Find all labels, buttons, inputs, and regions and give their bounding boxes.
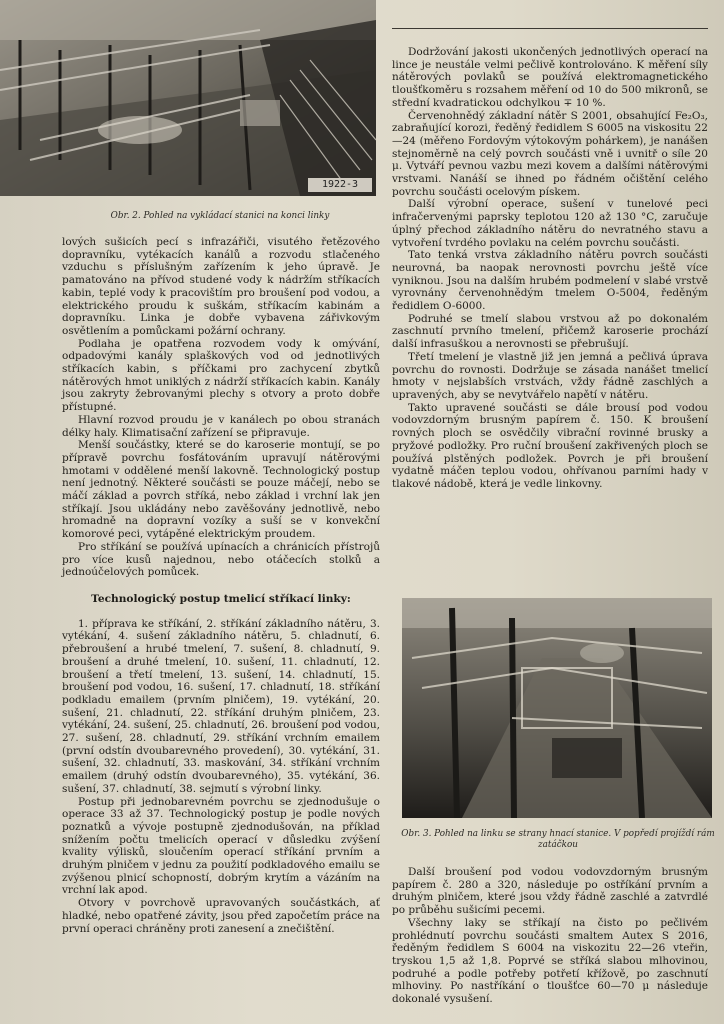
paragraph: Všechny laky se stříkají na čisto po pečlivém prohlédnutí povrchu součásti smaltem Autex S 2016, ředěným ředidlem S 6004 na viskozitu 22—26 vteřin, tryskou 1,5 až 1,8. Poprvé se stříká slabou mlhovinou, podruhé a podle potřeby potřetí křížově, po zaschnutí mlhoviny. Po nastříkání o tloušťce 60—70 μ následuje dokonalé vysušení. xyxy=(392,916,708,1006)
section-heading: Technologický postup tmelicí stříkací linky: xyxy=(91,592,351,605)
left-text-column xyxy=(62,236,380,935)
unloading-station-photo xyxy=(0,0,376,196)
paragraph: Dodržování jakosti ukončených jednotlivých operací na lince je neustále velmi pečlivě kontrolováno. K měření síly nátěrových povlaků se používá elektromagnetického tloušťkoměru s rozsahem měření od 10 do 500 mikronů, se střední kvadratickou odchylkou ∓ 10 %. xyxy=(392,46,708,109)
photo-stamp: 1922-3 xyxy=(308,178,372,192)
paragraph: Podruhé se tmelí slabou vrstvou až po dokonalém zaschnutí prvního tmelení, přičemž karoserie prochází další infrasuškou a nerovnosti se přebrušují. xyxy=(392,312,708,351)
paragraph: Takto upravené součásti se dále brousí pod vodou vodovzdorným brusným papírem č. 150. K broušení rovných ploch se osvědčily vibrační rovinné brusky a pryžové podložky. Pro ruční broušení zakřivených ploch se používá plstěných podložek. Povrch je při broušení vydatně máčen teplou vodou, ohřívanou parními hady v tlakové nádobě, která je vedle linkovny. xyxy=(392,401,708,490)
paragraph: Třetí tmelení je vlastně již jen jemná a pečlivá úprava povrchu do rovnosti. Dodržuje se zásada nanášet tmelicí hmoty v nejslabších vrstvách, vždy řádně zaschlých a upravených, aby se nevytvářelo napětí v nátěru. xyxy=(392,350,708,401)
right-text-column-top xyxy=(392,46,708,491)
top-rule xyxy=(392,28,708,29)
paragraph: Hlavní rozvod proudu je v kanálech po obou stranách délky haly. Klimatisační zařízení se připravuje. xyxy=(62,413,380,439)
paragraph: Další broušení pod vodou vodovzdorným brusným papírem č. 280 a 320, následuje po ostříkání prvním a druhým plničem, které jsou vždy řádně zaschlé a zatvrdlé po průběhu sušicími pecemi. xyxy=(392,866,708,917)
production-line-illustration xyxy=(402,598,712,818)
production-line-photo xyxy=(402,598,712,818)
process-list: 1. příprava ke stříkání, 2. stříkání základního nátěru, 3. vytékání, 4. sušení základního nátěru, 5. chladnutí, 6. přebroušení a hrubé tmelení, 7. sušení, 8. chladnutí, 9. broušení a druhé tmelení, 10. sušení, 11. chladnutí, 12. broušení a třetí tmelení, 13. sušení, 14. chladnutí, 15. broušení pod vodou, 16. sušení, 17. chladnutí, 18. stříkání podkladu emailem (prvním plničem), 19. vytékání, 20. sušení, 21. chladnutí, 22. stříkání druhým plničem, 23. vytékání, 24. sušení, 25. chladnutí, 26. broušení pod vodou, 27. sušení, 28. chladnutí, 29. stříkání vrchním emailem (první odstín dvoubarevného provedení), 30. vytékání, 31. sušení, 32. chladnutí, 33. maskování, 34. stříkání vrchním emailem (druhý odstín dvoubarevného), 35. vytékání, 36. sušení, 37. chladnutí, 38. sejmutí s výrobní linky. xyxy=(62,617,380,795)
photo-1-caption: Obr. 2. Pohled na vykládací stanici na konci linky xyxy=(110,211,330,221)
paragraph: Další výrobní operace, sušení v tunelové peci infračervenými paprsky teplotou 120 až 130 °C, zaručuje úplný přechod základního nátěru do nevratného stavu a vytvoření tvrdého povlaku na celém povrchu součásti. xyxy=(392,198,708,249)
paragraph: Postup při jednobarevném povrchu se zjednodušuje o operace 33 až 37. Technologický postup je podle nových poznatků a vývoje postupně zjednodušován, na příklad snížením počtu tmelicích operací v důsledku zvýšení kvality výlisků, sloučením operací stříkání prvním a druhým plničem v jednu za použití podkladového emailu se zvýšenou plnicí schopností, dobrým krytím a vázáním na vrchní lak apod. xyxy=(62,795,380,897)
unloading-station-illustration xyxy=(0,0,376,196)
paragraph: Tato tenká vrstva základního nátěru povrch součásti neurovná, ba naopak nerovnosti povrchu ještě více vyniknou. Jsou na dalším hrubém podmelení v slabé vrstvě vyrovnány červenohnědým tmelem O-5004, ředěným ředidlem O-6000. xyxy=(392,249,708,313)
paragraph: Otvory v povrchově upravovaných součástkách, ať hladké, nebo opatřené závity, jsou před započetím práce na první operaci chráněny proti zanesení a znečištění. xyxy=(62,897,380,935)
paragraph: Podlaha je opatřena rozvodem vody k omývání, odpadovými kanály splaškových vod od jednotlivých stříkacích kabin, s příčkami pro zachycení zbytků nátěrových hmot uniklých z nádrží stříkacích kabin. Kanály jsou zakryty žebrovanými plechy s otvory a proto dobře přístupné. xyxy=(62,337,380,414)
paragraph: lových sušicích pecí s infrazářiči, visutého řetězového dopravníku, vytékacích kanálů a rozvodu stlačeného vzduchu s příslušným zařízením k jeho úpravě. Je pamatováno na přívod studené vody k nádržím stříkacích kabin, teplé vody k pracovištím pro broušení pod vodou, a elektrického proudu k suškám, stříkacím kabinám a dopravníku. Linka je dobře vybavena zářivkovým osvětlením a pomůckami požární ochrany. xyxy=(62,236,380,337)
paragraph: Pro stříkání se používá upínacích a chránicích přístrojů pro více kusů najednou, nebo otáčecích stolků a jednoúčelových pomůcek. xyxy=(62,540,380,579)
right-text-column-bottom xyxy=(392,866,708,1006)
paragraph: Červenohnědý základní nátěr S 2001, obsahující Fe₂O₃, zabraňující korozi, ředěný ředidlem S 6005 na viskositu 22—24 (měřeno Fordovým výtokovým pohárkem), je nanášen stejnoměrně na celý povrch součásti vně i uvnitř o síle 20 μ. Vytváří pevnou vazbu mezi kovem a dalšími nátěrovými vrstvami. Nanáší se ihned po řádném očištění celého povrchu součásti ocelovým pískem. xyxy=(392,109,708,198)
paragraph: Menší součástky, které se do karoserie montují, se po přípravě povrchu fosfátováním upravují nátěrovými hmotami v oddělené menší lakovně. Technologický postup není jednotný. Některé součásti se pouze máčejí, nebo se máčí základ a povrch stříká, nebo základ i vrchní lak jen stříkají. Jsou ukládány nebo zavěšovány jednotlivě, nebo hromadně na dopravní vozíky a suší se v konvekční komorové peci, vytápěné elektrickým proudem. xyxy=(62,439,380,541)
photo-2-caption: Obr. 3. Pohled na linku se strany hnací stanice. V popředí projíždí rám zatáčkou xyxy=(401,829,715,850)
